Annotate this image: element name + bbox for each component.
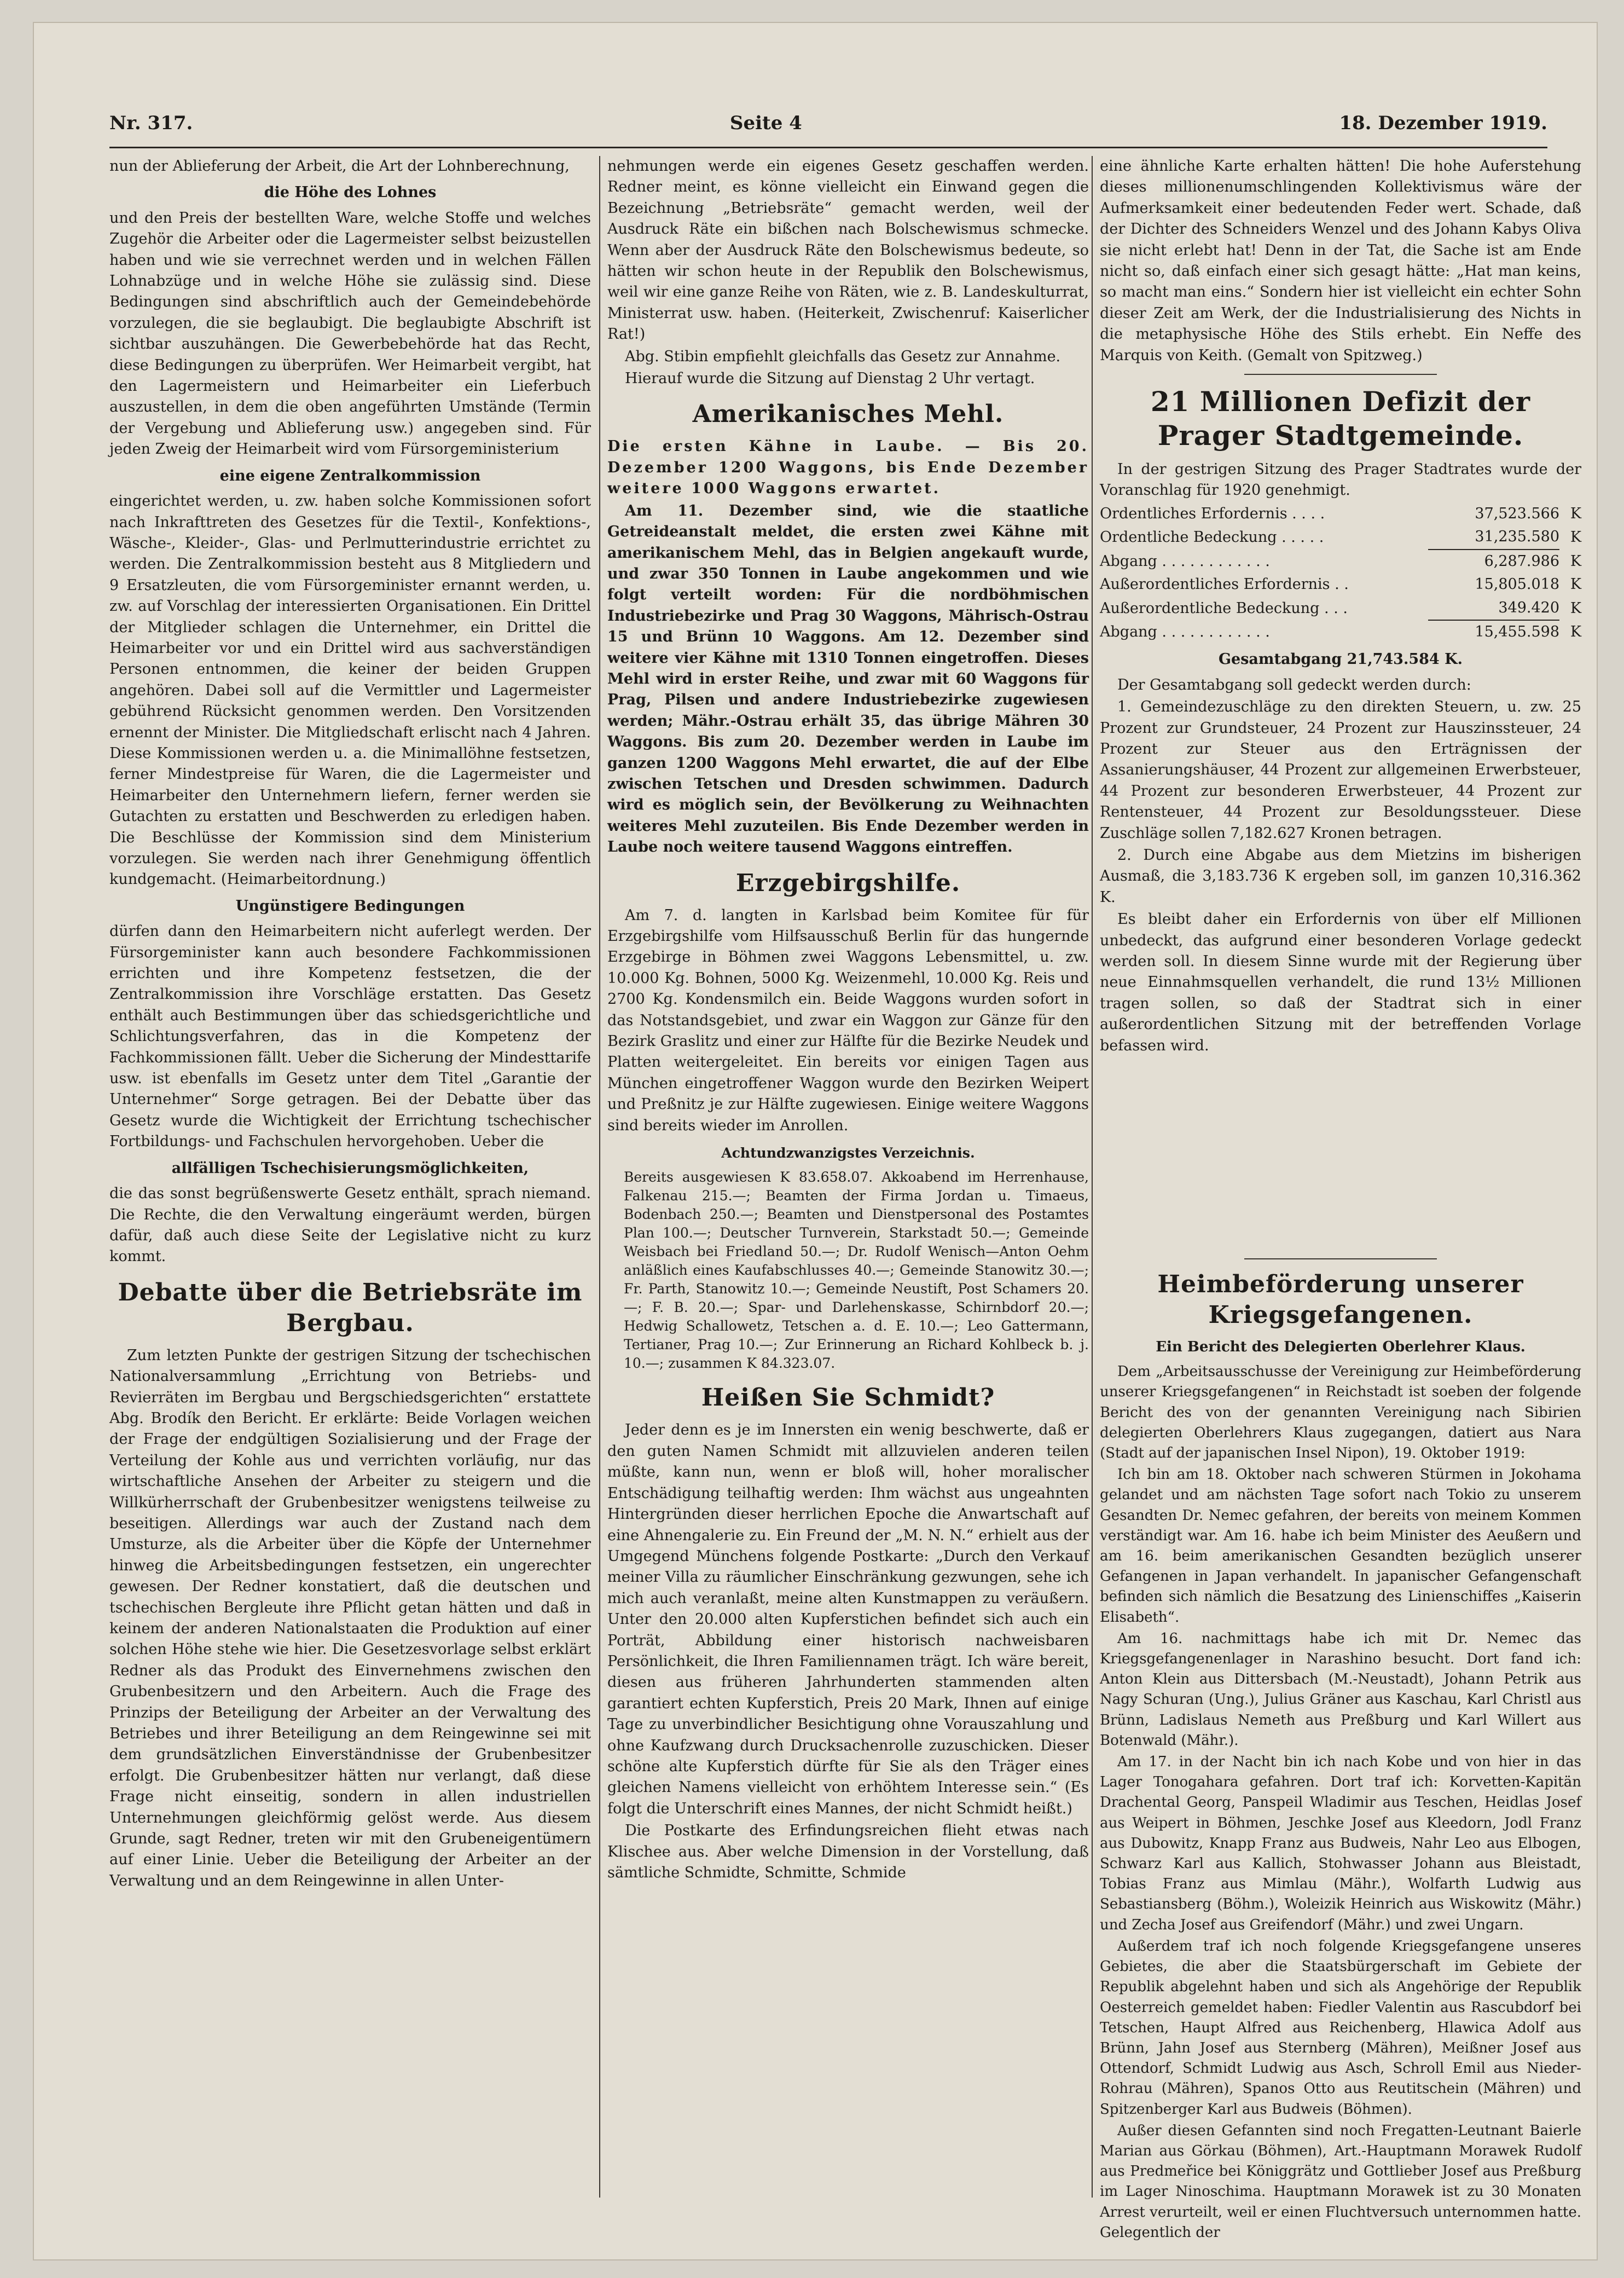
article-text: Es bleibt daher ein Erfordernis von über elf Millionen unbedeckt, das aufgrund einer besonderen Vorlage gedeckt werden soll. In diesem Sinne wurde mit der Regierung über neue Einnahmsquellen verhandelt, die rund 13½ Millionen tragen sollen, so daß der Stadtrat sich in einer außerordentlichen Sitzung mit der betreffenden Vorlage befassen wird. bbox=[1100, 911, 1581, 1054]
row-label: Abgang . . . . . . . . . . . . bbox=[1100, 552, 1270, 570]
row-label: Ordentliche Bedeckung . . . . . bbox=[1100, 529, 1324, 546]
row-unit: K bbox=[1570, 529, 1581, 546]
article-text: 1. Gemeindezuschläge zu den direkten Steuern, u. zw. 25 Prozent zur Grundsteuer, 24 Prozent zur Hauszinssteuer, 24 Prozent zur Steuer aus den Erträgnissen der Assanierungshäuser, 44 Prozent zur allgemeinen Erwerbsteuer, 44 Prozent zur besonderen Erwerbsteuer, 44 Prozent zur Rentensteuer, 44 Prozent zur Besoldungssteuer. Diese Zuschläge sollen 7,182.627 Kronen betragen. bbox=[1100, 698, 1581, 842]
article-text: Am 16. nachmittags habe ich mit Dr. Nemec das Kriegsgefangenenlager in Narashino besucht. Dort fand ich: Anton Klein aus Dittersbach (M.-Neustadt), Johann Petrik aus Nagy Schuran (Ung.), Julius Gräner aus Kaschau, Karl Christl aus Brünn, Ladislaus Nemeth aus Preßburg und Karl Willert aus Botenwald (Mähr.). bbox=[1100, 1630, 1581, 1749]
article-byline: Ein Bericht des Delegierten Oberlehrer Klaus. bbox=[1156, 1339, 1526, 1355]
row-value: 15,805.018 bbox=[1475, 576, 1559, 593]
budget-total: Gesamtabgang 21,743.584 K. bbox=[1219, 651, 1463, 668]
column-2 bbox=[607, 156, 1089, 2198]
article-text: Zum letzten Punkte der gestrigen Sitzung der tschechischen Nationalversammlung „Errichtung von Betriebs- und Revierräten im Bergbau und Bergschiedsgerichten“ erstattete Abg. Brodík den Bericht. Er erklärte: Beide Vorlagen weichen der Frage der endgültigen Sozialisierung und der Frage der Verteilung der Kohle aus und verrichten vorläufig, nur das wirtschaftliche Ansehen der Arbeiter zu steigern und die Willkürherrschaft der Grubenbesitzer wenigstens teilweise zu beseitigen. Allerdings war auch der Zustand nach dem Umsturze, als die Arbeiter über die Köpfe der Unternehmer hinweg die Arbeitsbedingungen festsetzen, ein ungerechter gewesen. Der Redner konstatiert, daß die deutschen und tschechischen Bergleute ihre Pflicht getan hätten und daß in keinem der anderen Nationalstaaten die Produktion auf einer solchen Höhe stehe wie hier. Die Gesetzesvorlage selbst erklärt Redner als das Produkt des Einvernehmens zwischen den Grubenbesitzern und den Arbeitern. Auch die Frage des Prinzips der Beteiligung der Arbeiter an der Verwaltung des Betriebes und ihrer Beteiligung an dem Reingewinne sei mit dem grundsätzlichen Einverständnisse der Grubenbesitzer erfolgt. Die Grubenbesitzer hätten nur verlangt, daß diese Frage nicht einseitig, sondern in allen industriellen Unternehmungen gleichförmig gelöst werde. Aus diesem Grunde, sagt Redner, treten wir mit den Grubeneigentümern auf einer Linie. Ueber die Beteiligung der Arbeiter an der Verwaltung und an dem Reingewinne in allen Unter- bbox=[109, 1346, 591, 1889]
article-text: Am 11. Dezember sind, wie die staatliche Getreideanstalt meldet, die ersten zwei Kähne mit amerikanischem Mehl, das in Belgien angekauft wurde, und zwar 350 Tonnen in Laube angekommen und wie folgt verteilt worden: Für die nordböhmischen Industriebezirke und Prag 30 Waggons, Mährisch-Ostrau 15 und Brünn 10 Waggons. Am 12. Dezember sind weitere vier Kähne mit 1310 Tonnen eingetroffen. Dieses Mehl wird in erster Reihe, und zwar mit 60 Waggons für Prag, Pilsen und andere Industriebezirke zugewiesen werden; Mähr.-Ostrau erhält 35, das übrige Mähren 30 Waggons. Bis zum 20. Dezember werden in Laube im ganzen 1200 Waggons Mehl erwartet, die auf der Elbe zwischen Tetschen und Dresden schwimmen. Dadurch wird es möglich sein, der Bevölkerung zu Weihnachten weiteres Mehl zuzuteilen. Bis Ende Dezember werden in Laube noch weitere tausend Waggons eintreffen. bbox=[607, 502, 1089, 856]
row-unit: K bbox=[1570, 505, 1581, 522]
article-headline: Debatte über die Betriebsräte im Bergbau. bbox=[118, 1278, 583, 1337]
article-text: und den Preis der bestellten Ware, welche Stoffe und welches Zugehör die Arbeiter oder die Lagermeister selbst beizustellen haben und wie sie verrechnet werden und in welchen Fällen Lohnabzüge und in welche Höhe sie zulässig sind. Diese Bedingungen sind abschriftlich auch der Gemeindebehörde vorzulegen, die sie beglaubigt. Die beglaubigte Abschrift ist sichtbar auszuhängen. Die Gewerbebehörde hat das Recht, diese Bedingungen zu überprüfen. Wer Heimarbeit vergibt, hat den Lagermeistern und Heimarbeiter ein Lieferbuch auszustellen, in dem die oben angeführten Umstände (Termin der Vergebung und Ablieferung usw.) angegeben sind. Für jeden Zweig der Heimarbeit wird vom Fürsorgeministerium bbox=[109, 209, 591, 458]
list-item: Bereits ausgewiesen K 83.658.07. Akkoabend im Herrenhause, Falkenau 215.—; Beamten der Firma Jordan u. Timaeus, Bodenbach 250.—; Beamten und Dienstpersonal des Postamtes Plan 100.—; Deutscher Turnverein, Starkstadt 50.—; Gemeinde Weisbach bei Friedland 50.—; Dr. Rudolf Wenisch—Anton Oehm anläßlich eines Kaufabschlusses 40.—; Gemeinde Stanowitz 30.—; Fr. Parth, Stanowitz 10.—; Gemeinde Neustift, Post Schamers 20.—; F. B. 20.—; Spar- und Darlehenskasse, Schirnbdorf 20.—; Hedwig Schallowetz, Tetschen a. d. E. 10.—; Leo Gattermann, Tertianer, Prag 10.—; Zur Erinnerung an Richard Kohlbeck b. j. 10.—; zusammen K 84.323.07. bbox=[624, 1169, 1089, 1372]
page-number: Seite 4 bbox=[729, 112, 802, 134]
section-heading: eine eigene Zentralkommission bbox=[219, 467, 481, 484]
column-3-lower bbox=[1100, 1251, 1581, 2241]
article-text: Ich bin am 18. Oktober nach schweren Stürmen in Jokohama gelandet und am nächsten Tage sofort nach Tokio zu unserem Gesandten Dr. Nemec gefahren, der bereits von meinem Kommen verständigt war. Am 16. habe ich beim Minister des Aeußern und am 16. beim amerikanischen Gesandten bezüglich unserer Gefangenen in Japan verhandelt. In japanischer Gefangenschaft befinden sich nämlich die Besatzung des Linienschiffes „Kaiserin Elisabeth“. bbox=[1100, 1466, 1581, 1626]
row-unit: K bbox=[1570, 599, 1581, 617]
article-text: In der gestrigen Sitzung des Prager Stadtrates wurde der Voranschlag für 1920 genehmigt. bbox=[1100, 461, 1581, 499]
row-value: 349.420 bbox=[1428, 597, 1559, 620]
section-heading: Ungünstigere Bedingungen bbox=[235, 897, 465, 915]
row-value: 6,287.986 bbox=[1484, 552, 1559, 570]
table-row bbox=[1100, 597, 1581, 620]
article-lead: Die ersten Kähne in Laube. — Bis 20. Dezember 1200 Waggons, bis Ende Dezember weitere 1000 Waggons erwartet. bbox=[607, 438, 1089, 498]
article-text: 2. Durch eine Abgabe aus dem Mietzins im bisherigen Ausmaß, die 3,183.736 K ergeben soll, im ganzen 10,316.362 K. bbox=[1100, 846, 1581, 906]
section-heading: die Höhe des Lohnes bbox=[264, 184, 437, 201]
row-value: 15,455.598 bbox=[1475, 623, 1559, 640]
divider bbox=[1244, 374, 1437, 375]
divider bbox=[1244, 1258, 1437, 1259]
column-divider bbox=[1092, 156, 1093, 2198]
section-heading: allfälligen Tschechisierungsmöglichkeiten, bbox=[171, 1159, 529, 1177]
article-text: Jeder denn es je im Innersten ein wenig beschwerte, daß er den guten Namen Schmidt mit allzuvielen anderen teilen müßte, kann nun, wenn er bloß will, hoher moralischer Entschädigung teilhaftig werden: Ihm wächst aus ungeahnten Hintergründen dieser herrlichen Epoche die Anwartschaft auf eine Ahnengalerie zu. Ein Freund der „M. N. N.“ erhielt aus der Umgegend Münchens folgende Postkarte: „Durch den Verkauf meiner Villa zu räumlicher Einschränkung gezwungen, sehe ich mich auch veranlaßt, meine alten Kunstmappen zu veräußern. Unter den 20.000 alten Kupferstichen befindet sich auch ein Porträt, Abbildung einer historisch nachweisbaren Persönlichkeit, die Ihren Familiennamen trägt. Ich wäre bereit, diesen aus früheren Jahrhunderten stammenden alten garantiert echten Kupferstich, Preis 20 Mark, Ihnen auf einige Tage zu unverbindlicher Besichtigung ohne Vorauszahlung und ohne Kaufzwang durch Drucksachenrolle zuzuschicken. Dieser schöne alte Kupferstich dürfte für Sie als den Träger eines gleichen Namens vielleicht von erhöhtem Interesse sein.“ (Es folgt die Unterschrift eines Mannes, der nicht Schmidt heißt.) bbox=[607, 1421, 1089, 1817]
article-headline: Erzgebirgshilfe. bbox=[735, 869, 961, 897]
table-row bbox=[1100, 550, 1581, 573]
table-row bbox=[1100, 620, 1581, 644]
article-text: eine ähnliche Karte erhalten hätten! Die hohe Auferstehung dieses millionenumschlingenden Kollektivismus wäre der Aufmerksamkeit einer bedeutenden Feder wert. Schade, daß der Dichter des Schneiders Wenzel und des Johann Kabys Oliva sie nicht erlebt hat! Denn in der Tat, die Sache ist am Ende nicht so, daß einfach einer sich gesagt hätte: „Hat man keins, so macht man eins.“ Sondern hier ist vielleicht ein echter Sohn dieser Zeit am Werk, der die Industrialisierung des Nichts in die metaphysische Höhe des Stils erhebt. Ein Neffe des Marquis von Keith. (Gemalt von Spitzweg.) bbox=[1100, 158, 1581, 364]
article-text: Hierauf wurde die Sitzung auf Dienstag 2 Uhr vertagt. bbox=[625, 370, 1035, 388]
donation-list bbox=[607, 1168, 1089, 1373]
article-text: nun der Ablieferung der Arbeit, die Art der Lohnberechnung, bbox=[109, 158, 570, 175]
row-label: Abgang . . . . . . . . . . . . bbox=[1100, 623, 1270, 640]
budget-table bbox=[1100, 502, 1581, 644]
article-text: die das sonst begrüßenswerte Gesetz enthält, sprach niemand. Die Rechte, die den Verwaltung eingeräumt werden, bürgen dafür, daß auch diese Seite der Legislative nicht zu kurz kommt. bbox=[109, 1185, 591, 1265]
column-divider bbox=[599, 156, 600, 2198]
article-text: dürfen dann den Heimarbeitern nicht auferlegt werden. Der Fürsorgeminister kann auch besondere Fachkommissionen errichten und ihre Kompetenz festsetzen, die der Zentralkommission ihre Vorschläge erstatten. Das Gesetz enthält auch Bestimmungen über das schiedsgerichtliche und Schlichtungsverfahren, das in die Kompetenz der Fachkommissionen fällt. Ueber die Sicherung der Mindesttarife usw. ist ebenfalls im Gesetz unter dem Titel „Garantie der Unternehmer“ Sorge getragen. Bei der Debatte über das Gesetz wurde die Wichtigkeit der Errichtung tschechischer Fortbildungs- und Fachschulen hervorgehoben. Ueber die bbox=[109, 923, 591, 1150]
row-label: Ordentliches Erfordernis . . . . bbox=[1100, 505, 1325, 522]
article-headline: Amerikanisches Mehl. bbox=[692, 400, 1004, 429]
article-text: Am 17. in der Nacht bin ich nach Kobe und von hier in das Lager Tonogahara gefahren. Dort traf ich: Korvetten-Kapitän Drachental Georg, Panspeil Wladimir aus Teschen, Heidlas Josef aus Weipert in Böhmen, Jeschke Josef aus Kleedorn, Jodl Franz aus Dubowitz, Knapp Franz aus Budweis, Nahr Leo aus Elbogen, Schwarz Karl aus Kallich, Stohwasser Johann aus Bleistadt, Tobias Franz aus Mimlau (Mähr.), Wolfarth Ludwig aus Sebastiansberg (Böhm.), Woleizik Heinrich aus Wiskowitz (Mähr.) und Zecha Josef aus Greifendorf (Mähr.) und zwei Ungarn. bbox=[1100, 1754, 1581, 1933]
table-row bbox=[1100, 573, 1581, 596]
table-row bbox=[1100, 525, 1581, 549]
article-text: Am 7. d. langten in Karlsbad beim Komitee für für Erzgebirgshilfe vom Hilfsausschuß Berlin für das hungernde Erzgebirge in Böhmen zwei Waggons Lebensmittel, u. zw. 10.000 Kg. Bohnen, 5000 Kg. Weizenmehl, 10.000 Kg. Reis und 2700 Kg. Kondensmilch ein. Beide Waggons wurden sofort in das Notstandsgebiet, und zwar ein Waggon zur Gänze für den Bezirk Graslitz und einer zur Hälfte für die Bezirke Neudek und Platten weitergeleitet. Ein bereits vor einigen Tagen aus München eingetroffener Waggon wurde den Bezirken Weipert und Preßnitz je zur Hälfte zugewiesen. Einige weitere Waggons sind bereits wieder im Anrollen. bbox=[607, 906, 1089, 1134]
header-rule bbox=[109, 147, 1547, 148]
column-3 bbox=[1100, 156, 1581, 1251]
article-text: Die Postkarte des Erfindungsreichen flieht etwas nach Klischee aus. Aber welche Dimension in der Vorstellung, daß sämtliche Schmidte, Schmitte, Schmide bbox=[607, 1822, 1089, 1881]
list-title: Achtundzwanzigstes Verzeichnis. bbox=[721, 1145, 975, 1161]
row-label: Außerordentliche Bedeckung . . . bbox=[1100, 599, 1348, 617]
article-headline: Heimbeförderung unserer Kriegsgefangenen. bbox=[1157, 1270, 1524, 1329]
row-unit: K bbox=[1570, 552, 1581, 570]
issue-number: Nr. 317. bbox=[109, 112, 193, 134]
row-unit: K bbox=[1570, 576, 1581, 593]
article-headline: 21 Millionen Defizit der Prager Stadtgemeinde. bbox=[1150, 385, 1531, 452]
article-text: Außer diesen Gefannten sind noch Fregatten-Leutnant Baierle Marian aus Görkau (Böhmen), Art.-Hauptmann Morawek Rudolf aus Predmeřice bei Königgrätz und Gottlieber Josef aus Preßburg im Lager Ninoschima. Hauptmann Morawek ist zu 30 Monaten Arrest verurteilt, weil er einen Fluchtversuch unternommen hatte. Gelegentlich der bbox=[1100, 2122, 1581, 2241]
article-text: Außerdem traf ich noch folgende Kriegsgefangene unseres Gebietes, die aber die Staatsbürgerschaft im Gebiete der Republik abgelehnt haben und sich als Angehörige der Republik Oesterreich gemeldet haben: Fiedler Valentin aus Rascubdorf bei Tetschen, Haupt Alfred aus Reichenberg, Hlawica Adolf aus Brünn, Jahn Josef aus Sternberg (Mähren), Meißner Josef aus Ottendorf, Schmidt Ludwig aus Asch, Schroll Emil aus Nieder-Rohrau (Mähren), Spanos Otto aus Reutitschein (Mähren) und Spitzenberger Karl aus Budweis (Böhmen). bbox=[1100, 1938, 1581, 2118]
row-value: 31,235.580 bbox=[1428, 525, 1559, 549]
row-value: 37,523.566 bbox=[1475, 505, 1559, 522]
page-header bbox=[109, 104, 1547, 142]
article-text: Abg. Stibin empfiehlt gleichfalls das Gesetz zur Annahme. bbox=[625, 348, 1061, 365]
column-1 bbox=[109, 156, 591, 2192]
article-text: Der Gesamtabgang soll gedeckt werden durch: bbox=[1117, 676, 1471, 693]
article-text: eingerichtet werden, u. zw. haben solche Kommissionen sofort nach Inkrafttreten des Gesetzes für die Textil-, Konfektions-, Wäsche-, Kleider-, Glas- und Perlmutterindustrie errichtet zu werden. Die Zentralkommission besteht aus 8 Mitgliedern und 9 Ersatzleuten, die vom Fürsorgeminister ernannt werden, u. zw. auf Vorschlag der interessierten Organisationen. Ein Drittel der Mitglieder schlagen die Unternehmer, ein Drittel die Heimarbeiter vor und ein Drittel wird aus sachverständigen Personen entnommen, die keiner der beiden Gruppen angehören. Dabei soll auf die Vermittler und Lagermeister gebührend Rücksicht genommen werden. Den Vorsitzenden ernennt der Minister. Die Mitgliedschaft erlischt nach 4 Jahren. Diese Kommissionen werden u. a. die Minimallöhne festsetzen, ferner Mindestpreise für Waren, die die Lagermeister und Heimarbeiter den Unternehmern liefern, ferner werden sie Gutachten zu erstatten und Beschwerden zu erledigen haben. Die Beschlüsse der Kommission sind dem Ministerium vorzulegen. Sie werden nach ihrer Genehmigung öffentlich kundgemacht. (Heimarbeitordnung.) bbox=[109, 493, 591, 888]
row-unit: K bbox=[1570, 623, 1581, 640]
article-headline: Heißen Sie Schmidt? bbox=[701, 1384, 995, 1412]
issue-date: 18. Dezember 1919. bbox=[1339, 112, 1547, 134]
row-label: Außerordentliches Erfordernis . . bbox=[1100, 576, 1349, 593]
table-row bbox=[1100, 502, 1581, 525]
article-text: Dem „Arbeitsausschusse der Vereinigung zur Heimbeförderung unserer Kriegsgefangenen“ in Reichstadt ist soeben der folgende Bericht des von der genannten Vereinigung nach Sibirien delegierten Oberlehrers Klaus zugegangen, datiert aus Nara (Stadt auf der japanischen Insel Nipon), 19. Oktober 1919: bbox=[1100, 1363, 1581, 1462]
article-text: nehmungen werde ein eigenes Gesetz geschaffen werden. Redner meint, es könne vielleicht ein Einwand gegen die Bezeichnung „Betriebsräte“ gemacht werden, weil der Ausdruck Räte ein bißchen nach Bolschewismus schmecke. Wenn aber der Ausdruck Räte den Bolschewismus bedeute, so hätten wir schon heute in der Republik den Bolschewismus, weil wir eine ganze Reihe von Räten, wie z. B. Landeskulturrat, Ministerrat usw. haben. (Heiterkeit, Zwischenruf: Kaiserlicher Rat!) bbox=[607, 158, 1089, 343]
